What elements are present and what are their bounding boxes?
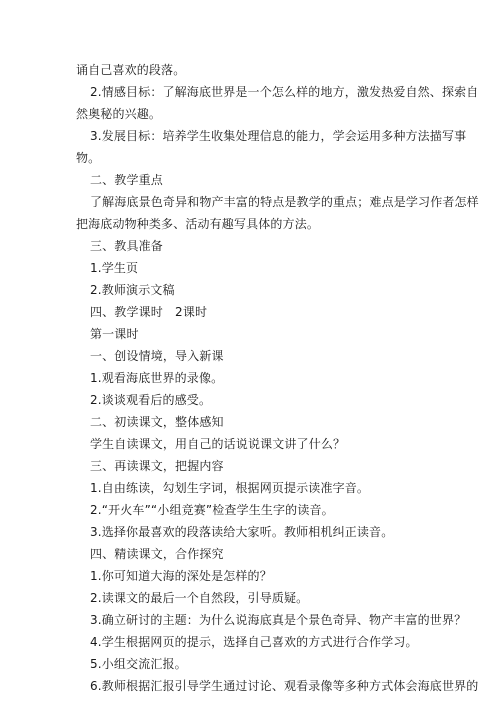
text-line: 物。 [76,151,101,165]
text-line: 诵自己喜欢的段落。 [76,63,186,77]
text-line: 2.情感目标：了解海底世界是一个怎么样的地方，激发热爱自然、探索自 [90,85,479,99]
section-heading: 三、教具准备 [90,239,163,253]
section-heading: 四、教学课时 2课时 [90,305,208,319]
text-line: 1.观看海底世界的录像。 [90,371,224,385]
text-line: 把海底动物种类多、活动有趣写具体的方法。 [76,217,320,231]
text-line: 4.学生根据网页的提示，选择自己喜欢的方式进行合作学习。 [90,635,418,649]
section-heading: 四、精读课文，合作探究 [90,547,224,561]
text-line: 3.确立研讨的主题：为什么说海底真是个景色奇异、物产丰富的世界？ [90,613,467,627]
text-line: 2.教师演示文稿 [90,283,175,297]
text-line: 2.“开火车”“小组竞赛”检查学生生字的读音。 [90,503,334,517]
text-line: 3.发展目标：培养学生收集处理信息的能力，学会运用多种方法描写事 [90,129,467,143]
text-line: 3.选择你最喜欢的段落读给大家听。教师相机纠正读音。 [90,525,394,539]
text-line: 1.你可知道大海的深处是怎样的？ [90,569,272,583]
text-line: 2.谈谈观看后的感受。 [90,393,212,407]
text-line: 1.自由练读，勾划生字词，根据网页提示读准字音。 [90,481,370,495]
text-line: 1.学生页 [90,261,139,275]
text-line: 了解海底景色奇异和物产丰富的特点是教学的重点；难点是学习作者怎样 [90,195,479,209]
text-line: 5.小组交流汇报。 [90,657,187,671]
section-heading: 一、创设情境，导入新课 [90,349,224,363]
text-line: 学生自读课文，用自己的话说说课文讲了什么？ [90,437,346,451]
text-line: 2.读课文的最后一个自然段，引导质疑。 [90,591,309,605]
lesson-heading: 第一课时 [90,327,139,341]
section-heading: 二、初读课文，整体感知 [90,415,224,429]
section-heading: 三、再读课文，把握内容 [90,459,224,473]
section-heading: 二、教学重点 [90,173,163,187]
text-line: 然奥秘的兴趣。 [76,107,162,121]
text-line: 6.教师根据汇报引导学生通过讨论、观看录像等多种方式体会海底世界的 [90,679,479,693]
